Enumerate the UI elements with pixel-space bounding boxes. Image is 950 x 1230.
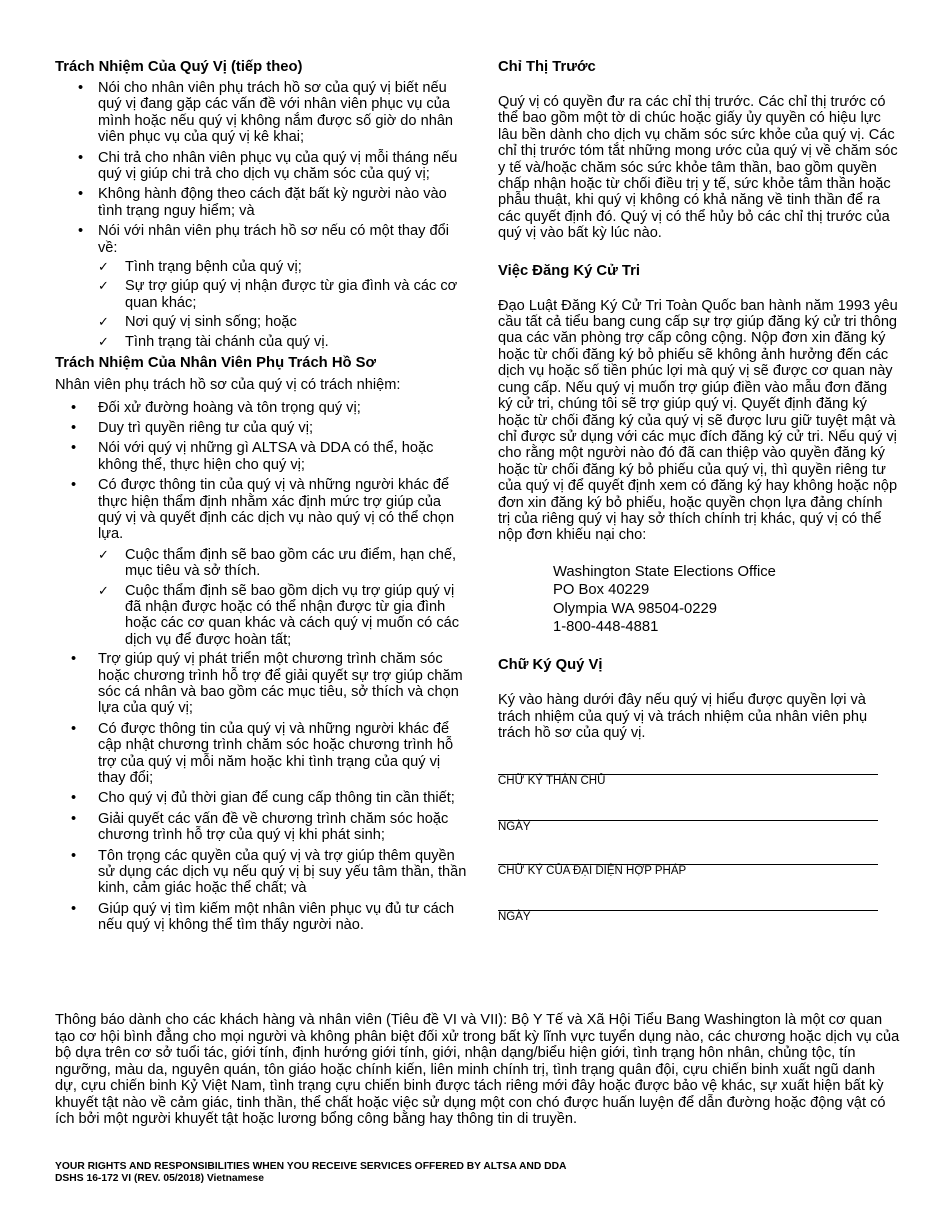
check-item: ✓ Tình trạng tài chánh của quý vị.: [55, 334, 467, 350]
form-title: YOUR RIGHTS AND RESPONSIBILITIES WHEN YOU RECEIVE SERVICES OFFERED BY ALTSA AND DDA: [55, 1161, 567, 1172]
left-column: [55, 58, 467, 938]
form-footer: [55, 1161, 566, 1186]
section-heading-case-manager-responsibilities: Trách Nhiệm Của Nhân Viên Phụ Trách Hồ Sơ: [55, 355, 377, 372]
list-item: • Đối xử đường hoàng và tôn trọng quý vị;: [55, 400, 467, 416]
list-item: • Nói cho nhân viên phụ trách hồ sơ của quý vị biết nếu quý vị đang gặp các vấn đề với nhân viên phục vụ của mình hoặc nếu quý vị không nắm được số giờ do nhân viên phục vụ của quý vị kê khai;: [55, 80, 467, 146]
list-item: • Trợ giúp quý vị phát triển một chương trình chăm sóc hoặc chương trình hỗ trợ để giải quyết sự trợ giúp chăm sóc cá nhân và bao gồm các mục tiêu, sở thích và chọn lựa của quý vị;: [55, 651, 467, 717]
check-item: ✓ Cuộc thẩm định sẽ bao gồm các ưu điểm, hạn chế, mục tiêu và sở thích.: [55, 547, 467, 580]
phone-number: 1-800-448-4881: [553, 618, 659, 635]
change-checklist: [55, 259, 467, 350]
case-manager-intro: Nhân viên phụ trách hồ sơ của quý vị có trách nhiệm:: [55, 377, 401, 394]
right-column: [498, 58, 898, 924]
check-item: ✓ Sự trợ giúp quý vị nhận được từ gia đình và các cơ quan khác;: [55, 278, 467, 311]
list-item: • Chi trả cho nhân viên phục vụ của quý vị mỗi tháng nếu quý vị giúp chi trả cho dịch vụ chăm sóc của quý vị;: [55, 150, 467, 183]
date-label-1: NGÀY: [498, 820, 531, 833]
signature-instructions: Ký vào hàng dưới đây nếu quý vị hiểu được quyền lợi và trách nhiệm của quý vị và trách nhiệm của nhân viên phụ trách hồ sơ của quý vị.: [498, 692, 868, 742]
address-line: Olympia WA 98504-0229: [553, 600, 717, 617]
check-item: ✓ Cuộc thẩm định sẽ bao gồm dịch vụ trợ giúp quý vị đã nhận được hoặc có thể nhận được từ gia đình hoặc các cơ quan khác và cách quý vị muốn có các dịch vụ để được hoàn tất;: [55, 583, 467, 649]
list-item: • Giải quyết các vấn đề về chương trình chăm sóc hoặc chương trình hỗ trợ của quý vị khi phát sinh;: [55, 811, 467, 844]
date-block-1[interactable]: [498, 820, 898, 834]
address-line: PO Box 40229: [553, 582, 650, 599]
list-item: • Nói với quý vị những gì ALTSA và DDA có thể, hoặc không thể, thực hiện cho quý vị;: [55, 440, 467, 473]
section-heading-signature: Chữ Ký Quý Vị: [498, 657, 603, 674]
representative-signature-label: CHỮ KÝ CỦA ĐẠI DIỆN HỢP PHÁP: [498, 864, 687, 877]
list-item: • Tôn trọng các quyền của quý vị và trợ giúp thêm quyền sử dụng các dịch vụ nếu quý vị bị suy yếu tâm thần, thần kinh, cảm giác hoặc thể chất; và: [55, 848, 467, 897]
client-signature-block[interactable]: [498, 774, 898, 788]
case-manager-list-b: [55, 651, 467, 934]
voter-registration-text: Đạo Luật Đăng Ký Cử Tri Toàn Quốc ban hành năm 1993 yêu cầu tất cả tiểu bang cung cấp sự trợ giúp đăng ký cử tri thông qua các văn phòng trợ cấp công cộng. Nộp đơn xin đăng ký hoặc từ chối đăng ký bỏ phiếu sẽ không ảnh hưởng đến các dịch vụ hoặc số tiền phúc lợi mà quý vị sẽ được cơ quan này cung cấp. Nếu quý vị muốn trợ giúp điền vào mẫu đơn đăng ký cử tri, chúng tôi sẽ trợ giúp quý vị. Quyết định đăng ký hoặc từ chối đăng ký của quý vị sẽ được lưu giữ tuyệt mật và chỉ được sử dụng với các mục đích đăng ký cử tri. Nếu quý vị cho rằng một người nào đó đã can thiệp vào quyền đăng ký hoặc từ chối đăng ký bỏ phiếu của quý vị, thì quyền riêng tư của quý vị để quyết định xem có đăng ký hay không hoặc nộp đơn xin đăng ký bỏ phiếu, hoặc quyền chọn lựa đảng chính trị của riêng quý vị hay sở thích chính trị khác, quý vị có thể nộp đơn khiếu nại cho:: [498, 297, 898, 544]
case-manager-list-a: [55, 400, 467, 543]
date-label-2: NGÀY: [498, 910, 531, 923]
list-item: • Có được thông tin của quý vị và những người khác để cập nhật chương trình chăm sóc hoặc chương trình hỗ trợ của quý vị mỗi năm hoặc khi tình trạng của quý vị thay đổi;: [55, 721, 467, 787]
representative-signature-block[interactable]: [498, 864, 898, 878]
client-signature-label: CHỮ KÝ THÂN CHỦ: [498, 774, 606, 787]
section-heading-advance-directives: Chỉ Thị Trước: [498, 59, 596, 75]
elections-office-address: [553, 563, 898, 637]
assessment-checklist: [55, 547, 467, 648]
list-item: • Giúp quý vị tìm kiếm một nhân viên phục vụ đủ tư cách nếu quý vị không thể tìm thấy người nào.: [55, 901, 467, 934]
list-item: • Có được thông tin của quý vị và những người khác để thực hiện thẩm định nhằm xác định mức trợ giúp của quý vị và quyết định các dịch vụ nào quý vị có thể chọn lựa.: [55, 477, 467, 543]
check-item: ✓ Nơi quý vị sinh sống; hoặc: [55, 314, 467, 330]
address-line: Washington State Elections Office: [553, 563, 776, 580]
list-item: • Không hành động theo cách đặt bất kỳ người nào vào tình trạng nguy hiểm; và: [55, 186, 467, 219]
form-number: DSHS 16-172 VI (REV. 05/2018) Vietnamese: [55, 1173, 264, 1185]
section-heading-voter-registration: Việc Đăng Ký Cử Tri: [498, 262, 641, 279]
check-item: ✓ Tình trạng bệnh của quý vị;: [55, 259, 467, 275]
nondiscrimination-notice: Thông báo dành cho các khách hàng và nhân viên (Tiêu đề VI và VII): Bộ Y Tế và Xã Hội Tiểu Bang Washington là một cơ quan tạo cơ hội bình đẳng cho mọi người và không phân biệt đối xử trong bất kỳ lĩnh vực tuyển dụng nào, các chương hoặc dịch vụ của bộ dựa trên cơ sở tuổi tác, giới tính, định hướng giới tính, giới, nhận dạng/biểu hiện giới, tình trạng hôn nhân, chủng tộc, tín ngưỡng, màu da, nguyên quán, tôn giáo hoặc chính kiến, liên minh chính trị, tình trạng quân đội, cựu chiến binh xuất ngũ danh dự, cựu chiến binh Kỷ Việt Nam, tình trạng cựu chiến binh được tách riêng mới đây hoặc được bảo vệ khác, sự xuất hiện bất kỳ khuyết tật nào về cảm giác, tinh thần, thể chất hoặc việc sử dụng một con chó được huấn luyện để dẫn đường hoặc động vật có ích bởi một người khuyết tật hoặc lương bổng công bằng hay thông tin di truyền.: [55, 1012, 900, 1127]
date-block-2[interactable]: [498, 910, 898, 924]
section-heading-your-responsibilities: Trách Nhiệm Của Quý Vị (tiếp theo): [55, 59, 303, 75]
advance-directives-text: Quý vị có quyền đư ra các chỉ thị trước. Các chỉ thị trước có thể bao gồm một tờ di chúc hoặc giấy ủy quyền có hiệu lực lâu bền dành cho dịch vụ chăm sóc sức khỏe của quý vị. Các chỉ thị trước tóm tắt những mong ước của quý vị về chăm sóc y tế và/hoặc chăm sóc sức khỏe tâm thần, bao gồm quyền chấp nhận hoặc từ chối điều trị y tế, sức khỏe tâm thần hoặc phẫu thuật, khi quý vị không có khả năng về tinh thần để ra các quyết định đó. Quý vị có thể hủy bỏ các chỉ thị trước của quý vị vào bất kỳ lúc nào.: [498, 94, 898, 242]
list-item: • Nói với nhân viên phụ trách hồ sơ nếu có một thay đổi về:: [55, 223, 467, 256]
your-responsibilities-list: [55, 80, 467, 256]
list-item: • Cho quý vị đủ thời gian để cung cấp thông tin cần thiết;: [55, 790, 467, 806]
list-item: • Duy trì quyền riêng tư của quý vị;: [55, 420, 467, 436]
